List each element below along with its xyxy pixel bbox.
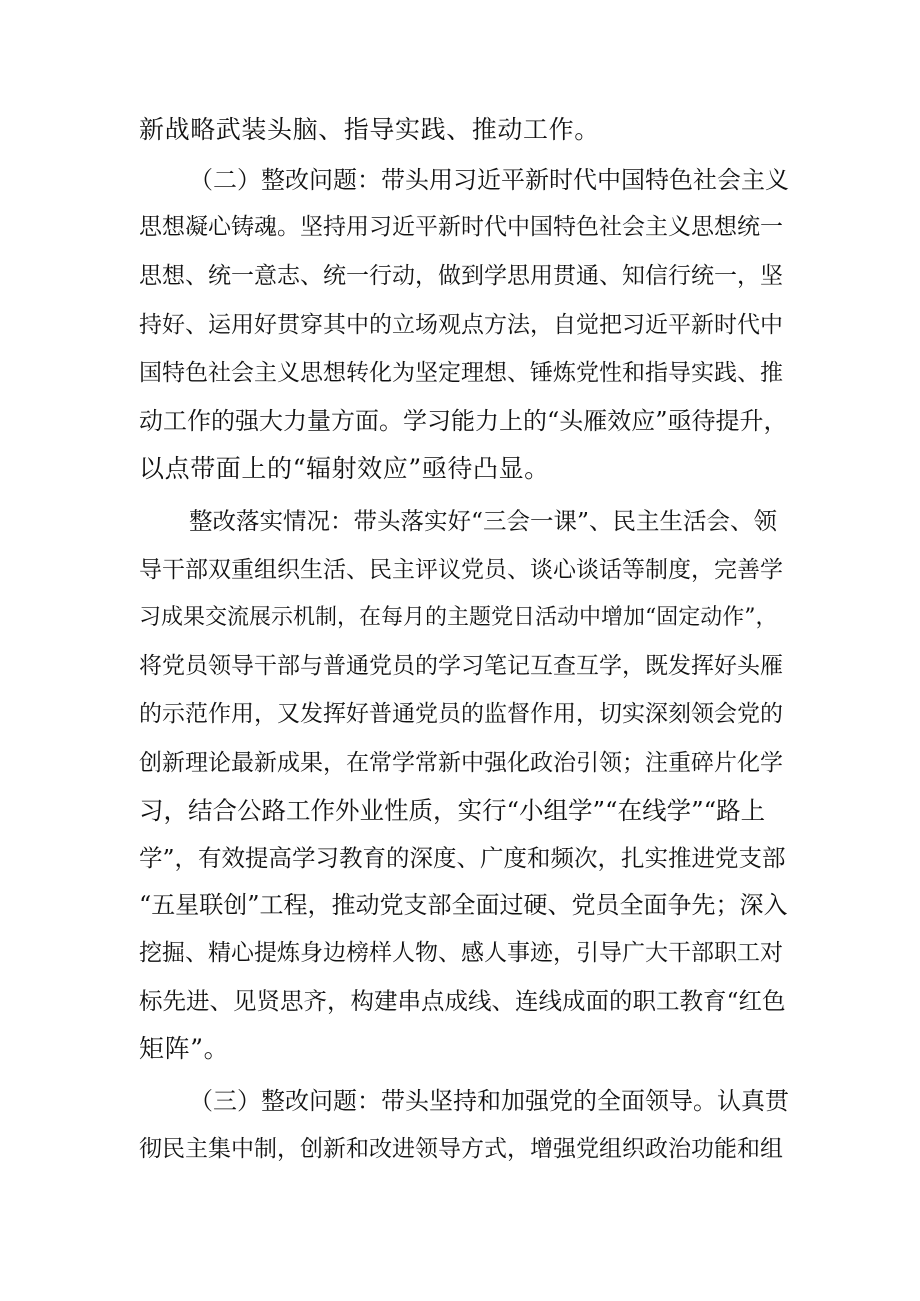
- text-line: 思想凝心铸魂。坚持用习近平新时代中国特色社会主义思想统一: [139, 214, 783, 240]
- text-line: 将党员领导干部与普通党员的学习笔记互查互学，既发挥好头雁: [139, 653, 783, 679]
- text-line: 矩阵”。: [139, 1034, 230, 1063]
- text-line: 彻民主集中制，创新和改进领导方式，增强党组织政治功能和组: [139, 1136, 783, 1162]
- text-line: 新战略武装头脑、指导实践、推动工作。: [139, 115, 600, 144]
- section-heading-line: （三）整改问题：带头坚持和加强党的全面领导。认真贯: [189, 1087, 789, 1115]
- text-line: 国特色社会主义思想转化为坚定理想、锤炼党性和指导实践、推: [139, 360, 783, 386]
- text-line: 以点带面上的“辐射效应”亟待凸显。: [139, 454, 550, 483]
- section-heading-line: （二）整改问题：带头用习近平新时代中国特色社会主义: [189, 166, 789, 194]
- text-line: 持好、运用好贯穿其中的立场观点方法，自觉把习近平新时代中: [139, 312, 783, 338]
- text-line: 习，结合公路工作外业性质，实行“小组学”“在线学”“路上: [139, 796, 766, 825]
- text-line: 创新理论最新成果，在常学常新中强化政治引领；注重碎片化学: [139, 750, 783, 776]
- paragraph-start-line: 整改落实情况：带头落实好“三会一课”、民主生活会、领: [189, 507, 778, 535]
- text-line: 挖掘、精心提炼身边榜样人物、感人事迹，引导广大干部职工对: [139, 940, 783, 966]
- text-line: 习成果交流展示机制，在每月的主题党日活动中增加“固定动作”，: [139, 605, 778, 630]
- text-line: 思想、统一意志、统一行动，做到学思用贯通、知信行统一，坚: [139, 263, 783, 289]
- text-line: 动工作的强大力量方面。学习能力上的“头雁效应”亟待提升，: [139, 407, 788, 435]
- text-line: “五星联创”工程，推动党支部全面过硬、党员全面争先；深入: [139, 891, 788, 919]
- text-line: 的示范作用，又发挥好普通党员的监督作用，切实深刻领会党的: [139, 701, 783, 727]
- text-line: 导干部双重组织生活、民主评议党员、谈心谈话等制度，完善学: [139, 557, 783, 583]
- text-line: 标先进、见贤思齐，构建串点成线、连线成面的职工教育“红色: [139, 987, 786, 1015]
- text-line: 学”，有效提高学习教育的深度、广度和频次，扎实推进党支部: [139, 844, 786, 872]
